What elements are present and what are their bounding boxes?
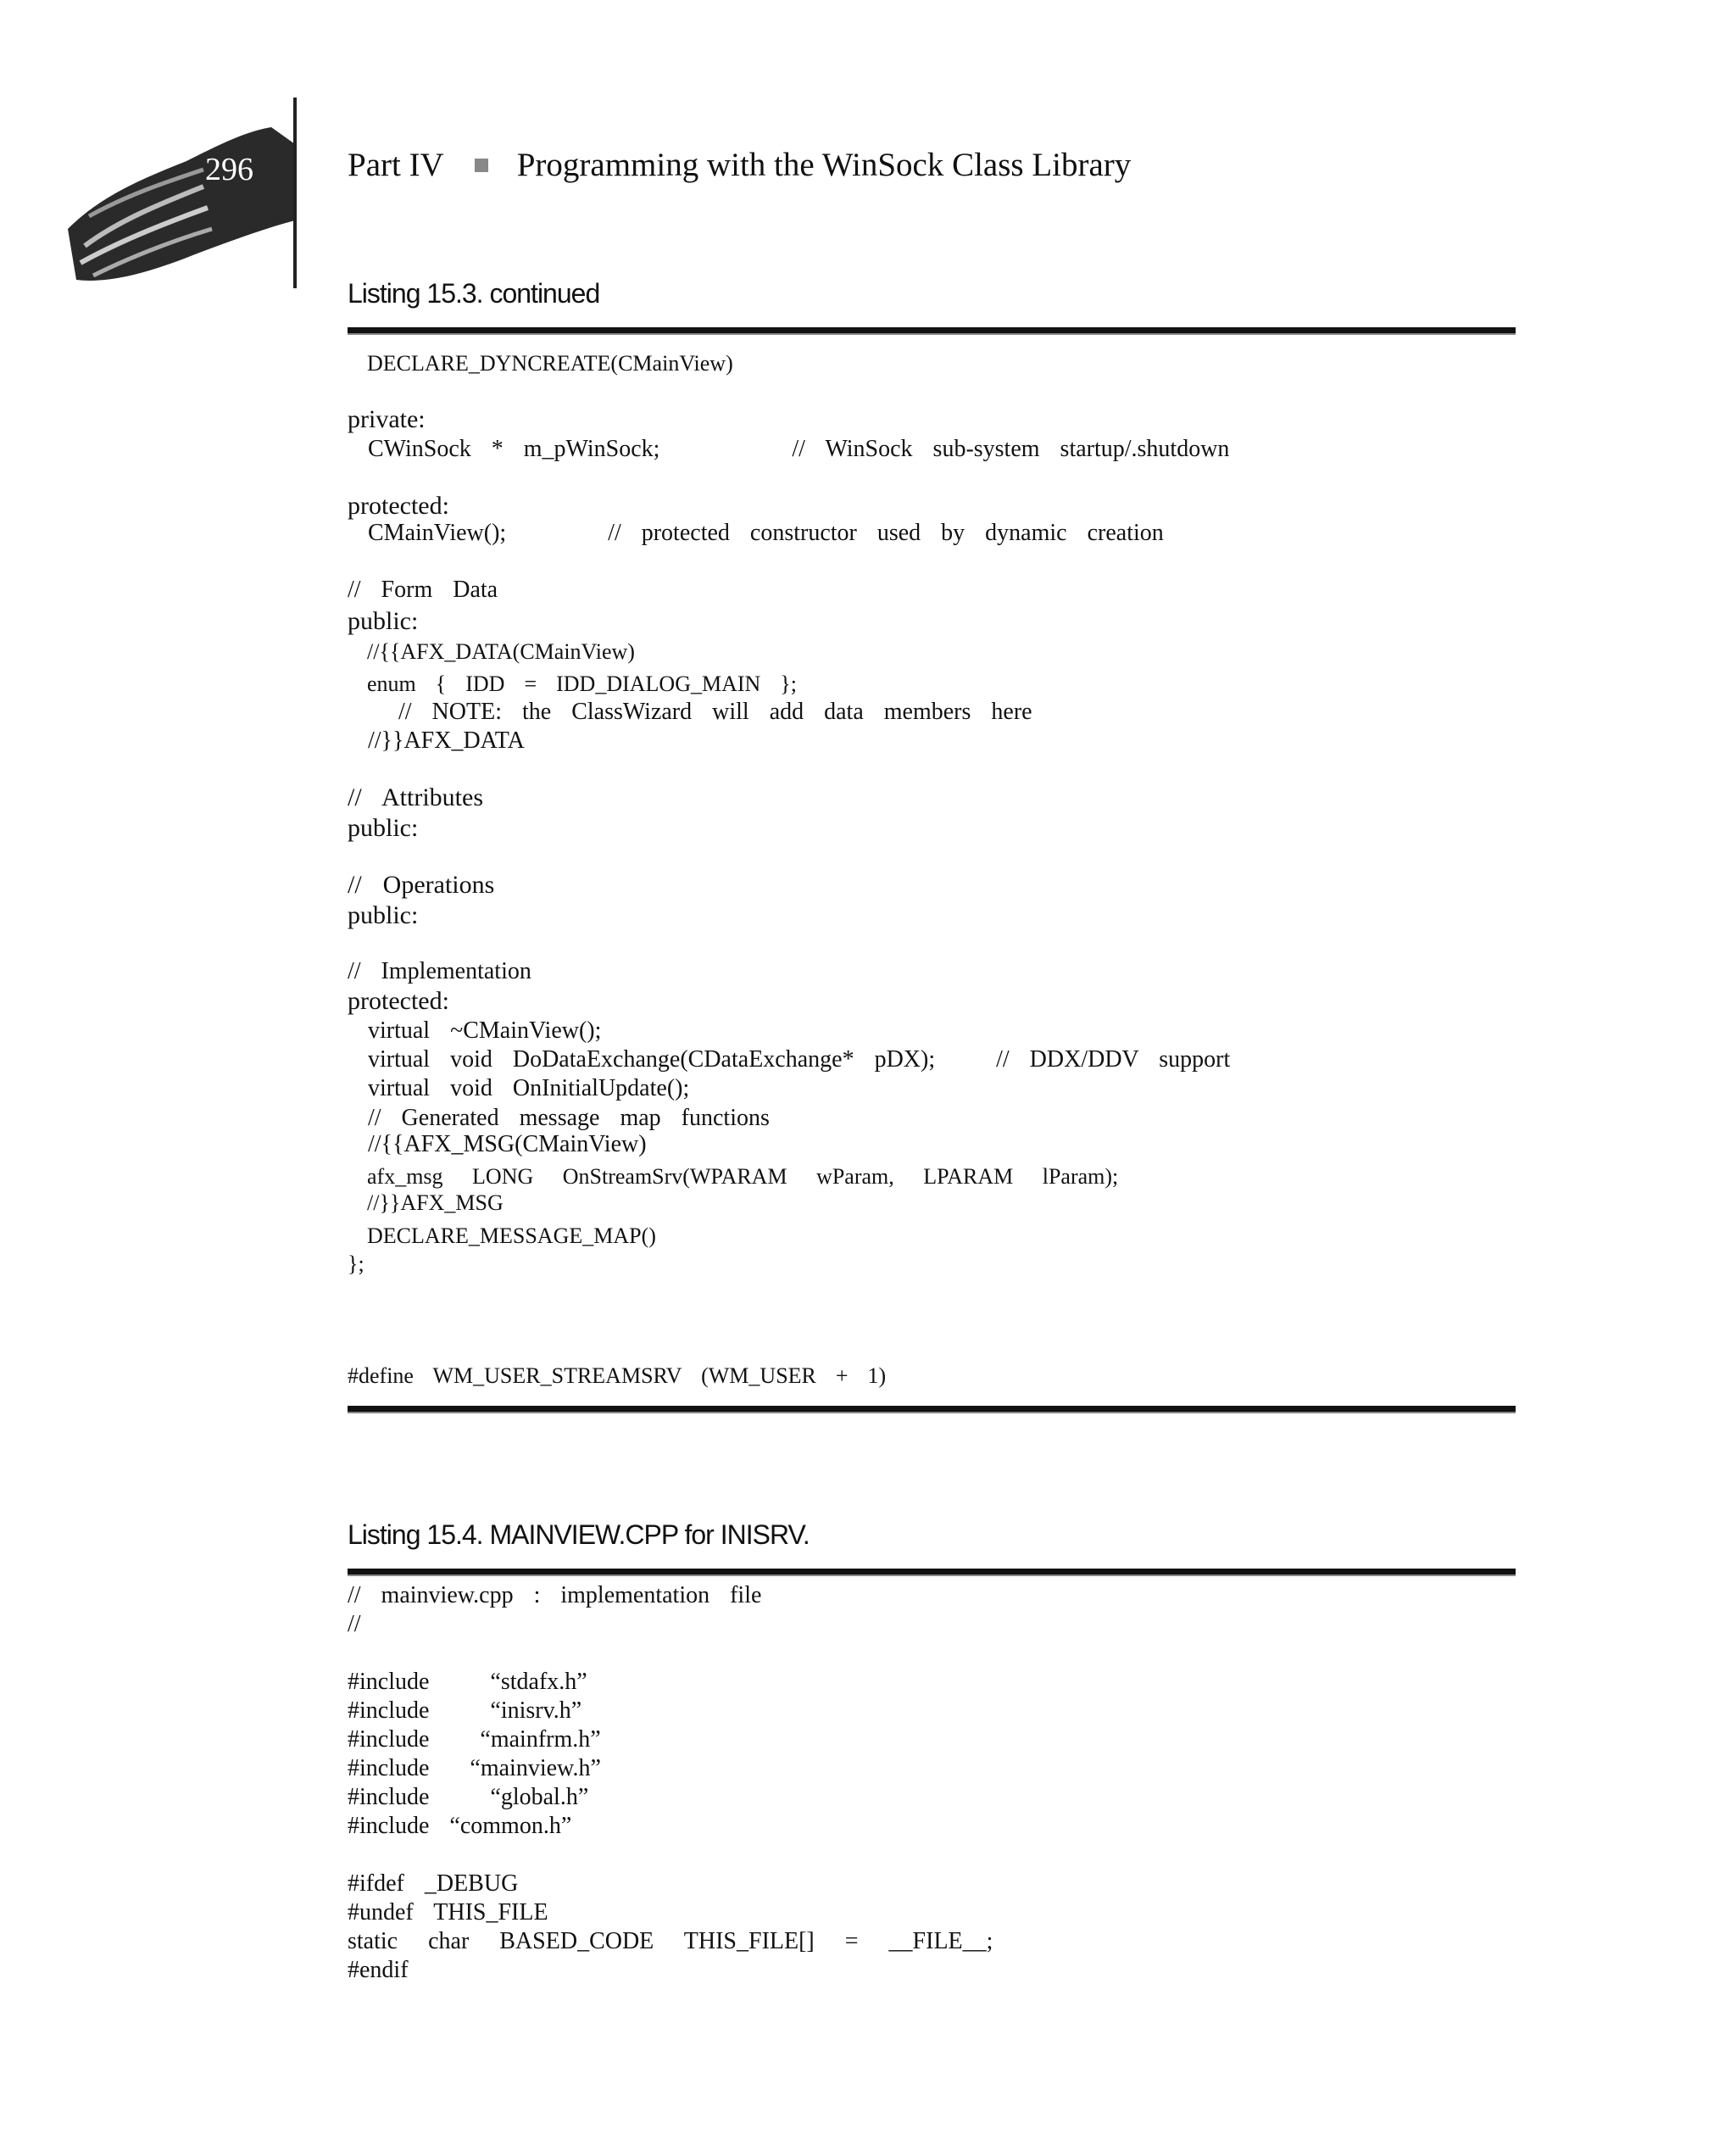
code-line: static char BASED_CODE THIS_FILE[] = __FILE__; [348, 1928, 993, 1954]
code-line: enum { IDD = IDD_DIALOG_MAIN }; [348, 672, 798, 696]
code-line: protected: [348, 492, 449, 520]
code-line: public: [348, 814, 419, 842]
code-line: #include “mainfrm.h” [348, 1726, 601, 1753]
code-line: CMainView(); // protected constructor used by dynamic creation [348, 520, 1164, 546]
code-line: // Generated message map functions [348, 1105, 770, 1131]
code-line: private: [348, 405, 426, 433]
code-line: // Implementation [348, 958, 531, 984]
code-line: DECLARE_MESSAGE_MAP() [348, 1223, 656, 1248]
code-line: public: [348, 607, 419, 635]
code-line: virtual void DoDataExchange(CDataExchange* pDX); // DDX/DDV support [348, 1046, 1231, 1073]
code-line: #include “inisrv.h” [348, 1697, 582, 1724]
feather-hand-icon [68, 93, 322, 297]
code-line: }; [348, 1251, 364, 1276]
code-line: #include “common.h” [348, 1813, 572, 1839]
code-line: //}}AFX_DATA [348, 727, 525, 754]
code-line: // NOTE: the ClassWizard will add data members here [348, 699, 1032, 725]
code-line: CWinSock * m_pWinSock; // WinSock sub-system startup/.shutdown [348, 436, 1230, 462]
page-number: 296 [205, 152, 253, 187]
listing-rule-bottom [348, 1406, 1516, 1413]
part-label: Part IV [348, 147, 444, 183]
code-line: #define WM_USER_STREAMSRV (WM_USER + 1) [348, 1363, 887, 1388]
code-line: // Operations [348, 871, 495, 899]
code-line: virtual ~CMainView(); [348, 1017, 602, 1044]
code-line: #ifdef _DEBUG [348, 1870, 519, 1897]
code-line: DECLARE_DYNCREATE(CMainView) [348, 351, 733, 376]
listing-title: Listing 15.3. continued [348, 278, 600, 309]
running-head [348, 146, 1131, 184]
separator-square-icon [475, 159, 488, 172]
listing-rule-top [348, 1569, 1516, 1576]
code-line: public: [348, 901, 419, 929]
listing-rule-top [348, 327, 1516, 335]
code-line: // Form Data [348, 577, 498, 603]
listing-title: Listing 15.4. MAINVIEW.CPP for INISRV. [348, 1519, 810, 1550]
chapter-title: Programming with the WinSock Class Library [516, 147, 1132, 183]
code-line: #undef THIS_FILE [348, 1899, 548, 1926]
code-line: afx_msg LONG OnStreamSrv(WPARAM wParam, LPARAM lParam); [348, 1164, 1119, 1189]
code-line: // Attributes [348, 783, 483, 811]
code-line: //{{AFX_DATA(CMainView) [348, 639, 635, 664]
code-line: //}}AFX_MSG [348, 1190, 504, 1215]
code-line: #endif [348, 1957, 409, 1983]
code-line: // [348, 1611, 361, 1637]
code-line: #include “mainview.h” [348, 1755, 601, 1781]
code-line: //{{AFX_MSG(CMainView) [348, 1131, 647, 1157]
code-line: #include “global.h” [348, 1784, 589, 1810]
code-line: virtual void OnInitialUpdate(); [348, 1075, 690, 1101]
code-line: #include “stdafx.h” [348, 1669, 587, 1695]
code-line: protected: [348, 987, 449, 1015]
code-line: // mainview.cpp : implementation file [348, 1582, 762, 1608]
